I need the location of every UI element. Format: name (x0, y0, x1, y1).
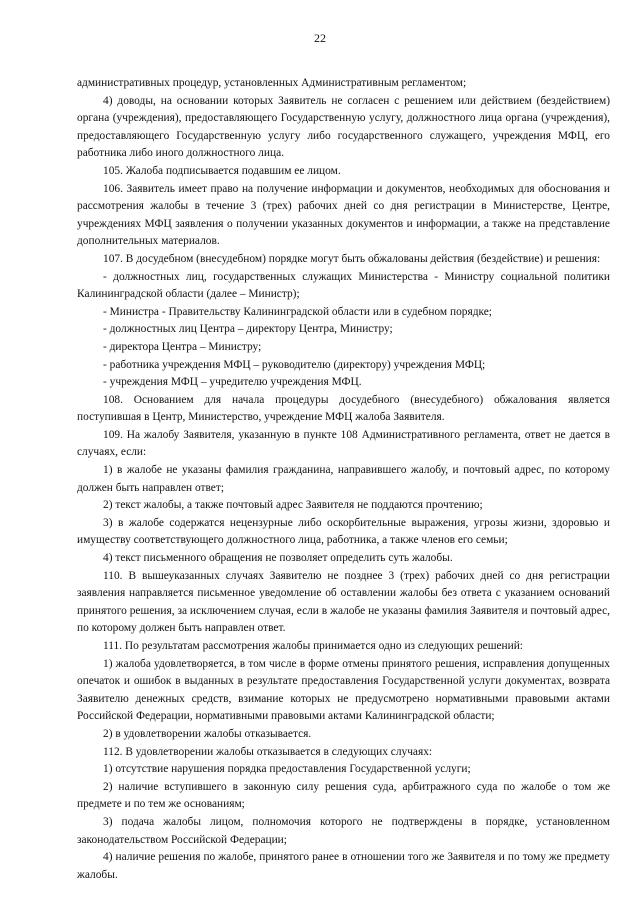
paragraph: - Министра - Правительству Калининградской области или в судебном порядке; (103, 305, 492, 318)
paragraph: 3) подача жалобы лицом, полномочия которого не подтверждены в порядке, установленном законодательством Российской Федерации; (77, 815, 610, 846)
paragraph: 1) в жалобе не указаны фамилия гражданина, направившего жалобу, и почтовый адрес, по которому должен быть направлен ответ; (77, 464, 610, 494)
paragraph: - работника учреждения МФЦ – руководителю (директору) учреждения МФЦ; (103, 358, 486, 371)
paragraph: административных процедур, установленных Административным регламентом; (77, 77, 467, 89)
paragraph: 2) наличие вступившего в законную силу решения суда, арбитражного суда по жалобе о том же предмете и по тем же основаниям; (77, 780, 610, 811)
paragraph: 106. Заявитель имеет право на получение информации и документов, необходимых для обоснования и рассмотрения жалобы в течение 3 (трех) рабочих дней со дня регистрации в Министерстве, Центре, учреждениях МФЦ заявления о получении указанных документов и информации, а также на представление дополнительных материалов. (77, 182, 610, 248)
paragraph: 4) текст письменного обращения не позволяет определить суть жалобы. (103, 552, 453, 565)
paragraph: 108. Основанием для начала процедуры досудебного (внесудебного) обжалования является поступившая в Центр, Министерство, учреждение МФЦ жалоба Заявителя. (77, 393, 610, 424)
paragraph: 110. В вышеуказанных случаях Заявителю не позднее 3 (трех) рабочих дней со дня регистрации заявления направляется письменное уведомление об оставлении жалобы без ответа с указанием оснований принятого решения, за исключением случая, если в жалобе не указаны фамилия Заявителя и почтовый адрес, по которому должен быть направлен ответ. (77, 569, 610, 635)
paragraph: 4) наличие решения по жалобе, принятого ранее в отношении того же Заявителя и по тому же предмету жалобы. (77, 851, 610, 881)
paragraph: 107. В досудебном (внесудебном) порядке могут быть обжалованы действия (бездействие) и решения: (103, 252, 601, 265)
paragraph: 1) жалоба удовлетворяется, в том числе в форме отмены принятого решения, исправления допущенных опечаток и ошибок в выданных в результате предоставления Государственной услуги документах, возврата Заявителю денежных средств, взимание которых не предусмотрено нормативными правовыми актами Российской Федерации, нормативными правовыми актами Калининградской области; (77, 657, 610, 723)
paragraph: 4) доводы, на основании которых Заявитель не согласен с решением или действием (бездействием) органа (учреждения), предоставляющего Государственную услугу, должностного лица органа (учреждения), предоставляющего Государственную услугу либо государственного служащего, учреждения МФЦ, его работника либо иного должностного лица. (77, 94, 610, 160)
paragraph: - учреждения МФЦ – учредителю учреждения МФЦ. (103, 376, 362, 389)
paragraph: 111. По результатам рассмотрения жалобы принимается одно из следующих решений: (103, 640, 523, 652)
paragraph: 109. На жалобу Заявителя, указанную в пункте 108 Административного регламента, ответ не дается в случаях, если: (77, 428, 610, 459)
paragraph: 105. Жалоба подписывается подавшим ее лицом. (103, 164, 341, 177)
paragraph: 112. В удовлетворении жалобы отказывается в следующих случаях: (103, 745, 433, 758)
page-number: 22 (314, 31, 326, 45)
paragraph: - директора Центра – Министру; (103, 340, 262, 353)
paragraph: 1) отсутствие нарушения порядка предоставления Государственной услуги; (103, 763, 471, 776)
paragraph: 2) текст жалобы, а также почтовый адрес Заявителя не поддаются прочтению; (103, 499, 483, 512)
paragraph: 3) в жалобе содержатся нецензурные либо оскорбительные выражения, угрозы жизни, здоровью и имуществу соответствующего должностного лица, работника, а также членов его семьи; (77, 516, 610, 547)
paragraph: - должностных лиц, государственных служащих Министерства - Министру социальной политики Калининградской области (далее – Министр); (77, 270, 610, 301)
document-body (77, 75, 610, 884)
paragraph: - должностных лиц Центра – директору Центра, Министру; (103, 323, 393, 336)
paragraph: 2) в удовлетворении жалобы отказывается. (103, 727, 312, 740)
